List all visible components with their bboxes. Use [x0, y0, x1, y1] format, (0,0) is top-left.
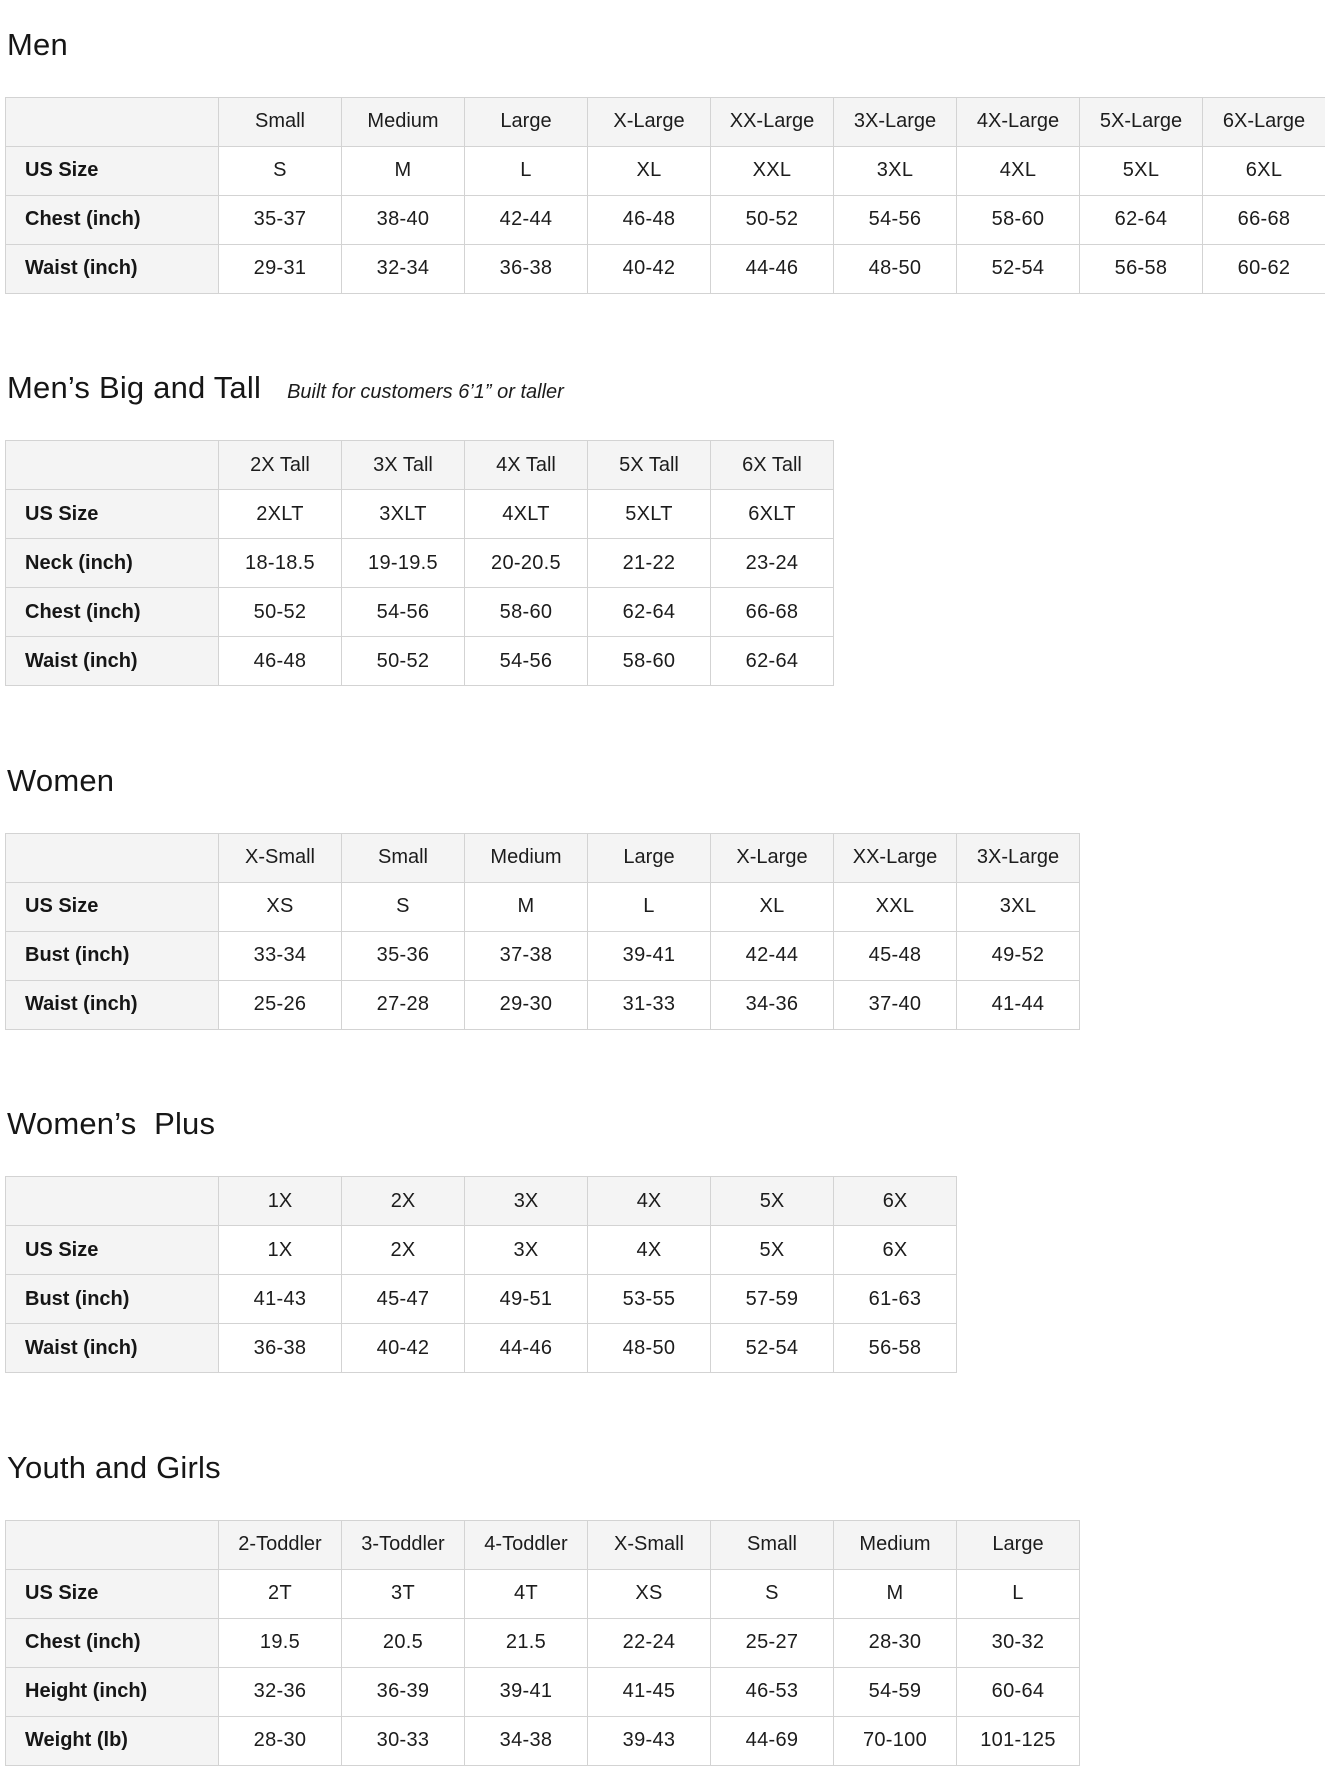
column-header: 3X-Large — [834, 97, 957, 146]
size-value-cell: 56-58 — [1080, 244, 1203, 293]
table-header — [6, 1520, 1080, 1569]
table-row — [6, 539, 834, 588]
size-value-cell: 32-36 — [219, 1667, 342, 1716]
size-table-youth-and-girls — [5, 1520, 1080, 1766]
column-header: 3-Toddler — [342, 1520, 465, 1569]
size-value-cell: 21-22 — [588, 539, 711, 588]
size-value-cell: 3XL — [834, 146, 957, 195]
column-header: 2X Tall — [219, 441, 342, 490]
size-value-cell: 50-52 — [342, 637, 465, 686]
size-value-cell: 21.5 — [465, 1618, 588, 1667]
column-header: XX-Large — [834, 833, 957, 882]
section-title: Men — [7, 28, 68, 62]
size-value-cell: 34-36 — [711, 980, 834, 1029]
column-header: X-Small — [219, 833, 342, 882]
table-row — [6, 195, 1325, 244]
size-value-cell: 46-48 — [588, 195, 711, 244]
section-subtitle: Built for customers 6’1” or taller — [287, 381, 564, 404]
row-label: Waist (inch) — [6, 244, 219, 293]
size-value-cell: 31-33 — [588, 980, 711, 1029]
size-value-cell: 46-48 — [219, 637, 342, 686]
size-value-cell: 49-51 — [465, 1275, 588, 1324]
row-label: Chest (inch) — [6, 588, 219, 637]
column-header: 4X Tall — [465, 441, 588, 490]
table-row — [6, 146, 1325, 195]
column-header: X-Large — [588, 97, 711, 146]
size-value-cell: 57-59 — [711, 1275, 834, 1324]
column-header: 5X — [711, 1177, 834, 1226]
size-value-cell: 35-36 — [342, 931, 465, 980]
table-body — [6, 1226, 957, 1373]
header-row — [6, 441, 834, 490]
row-label: Waist (inch) — [6, 1324, 219, 1373]
column-header: 3X — [465, 1177, 588, 1226]
size-value-cell: 52-54 — [711, 1324, 834, 1373]
size-value-cell: 44-46 — [465, 1324, 588, 1373]
corner-cell — [6, 441, 219, 490]
size-table-men-s-big-and-tall — [5, 440, 834, 686]
row-label: US Size — [6, 882, 219, 931]
column-header: 1X — [219, 1177, 342, 1226]
table-body — [6, 1569, 1080, 1765]
size-value-cell: 66-68 — [1203, 195, 1325, 244]
size-value-cell: 34-38 — [465, 1716, 588, 1765]
row-label: Height (inch) — [6, 1667, 219, 1716]
size-value-cell: 6X — [834, 1226, 957, 1275]
size-value-cell: 39-41 — [588, 931, 711, 980]
table-row — [6, 490, 834, 539]
table-header — [6, 441, 834, 490]
column-header: XX-Large — [711, 97, 834, 146]
size-section-women — [5, 738, 1324, 1030]
column-header: Large — [588, 833, 711, 882]
column-header: 2X — [342, 1177, 465, 1226]
row-label: US Size — [6, 490, 219, 539]
size-value-cell: 25-27 — [711, 1618, 834, 1667]
table-header — [6, 833, 1080, 882]
size-value-cell: M — [342, 146, 465, 195]
column-header: 4X — [588, 1177, 711, 1226]
size-value-cell: 54-56 — [342, 588, 465, 637]
size-value-cell: 3T — [342, 1569, 465, 1618]
size-value-cell: 56-58 — [834, 1324, 957, 1373]
size-value-cell: 33-34 — [219, 931, 342, 980]
size-value-cell: 38-40 — [342, 195, 465, 244]
size-value-cell: 45-48 — [834, 931, 957, 980]
size-value-cell: 6XLT — [711, 490, 834, 539]
size-value-cell: 58-60 — [957, 195, 1080, 244]
size-value-cell: S — [711, 1569, 834, 1618]
table-body — [6, 882, 1080, 1029]
table-body — [6, 490, 834, 686]
size-value-cell: 28-30 — [219, 1716, 342, 1765]
size-value-cell: 46-53 — [711, 1667, 834, 1716]
section-title: Women’s Plus — [7, 1107, 215, 1141]
section-header — [7, 738, 1324, 824]
size-value-cell: L — [957, 1569, 1080, 1618]
size-value-cell: 41-45 — [588, 1667, 711, 1716]
size-value-cell: M — [834, 1569, 957, 1618]
row-label: US Size — [6, 1226, 219, 1275]
table-row — [6, 1569, 1080, 1618]
size-value-cell: 39-41 — [465, 1667, 588, 1716]
column-header: Medium — [465, 833, 588, 882]
row-label: Weight (lb) — [6, 1716, 219, 1765]
size-value-cell: 36-38 — [219, 1324, 342, 1373]
table-row — [6, 980, 1080, 1029]
header-row — [6, 1177, 957, 1226]
size-value-cell: 41-44 — [957, 980, 1080, 1029]
header-row — [6, 1520, 1080, 1569]
size-value-cell: 49-52 — [957, 931, 1080, 980]
section-title: Women — [7, 764, 114, 798]
size-value-cell: 41-43 — [219, 1275, 342, 1324]
size-value-cell: 70-100 — [834, 1716, 957, 1765]
table-row — [6, 882, 1080, 931]
column-header: 5X-Large — [1080, 97, 1203, 146]
size-value-cell: 62-64 — [711, 637, 834, 686]
corner-cell — [6, 833, 219, 882]
size-value-cell: 36-38 — [465, 244, 588, 293]
size-value-cell: 5X — [711, 1226, 834, 1275]
size-table-men — [5, 97, 1325, 294]
table-row — [6, 1324, 957, 1373]
size-value-cell: 4X — [588, 1226, 711, 1275]
row-label: US Size — [6, 146, 219, 195]
column-header: Large — [465, 97, 588, 146]
table-row — [6, 1226, 957, 1275]
size-value-cell: 2X — [342, 1226, 465, 1275]
column-header: 6X — [834, 1177, 957, 1226]
size-section-men-s-big-and-tall — [5, 346, 1324, 687]
header-row — [6, 833, 1080, 882]
size-value-cell: XXL — [834, 882, 957, 931]
size-value-cell: 44-46 — [711, 244, 834, 293]
size-value-cell: S — [219, 146, 342, 195]
size-value-cell: 1X — [219, 1226, 342, 1275]
size-value-cell: XL — [588, 146, 711, 195]
size-value-cell: 40-42 — [588, 244, 711, 293]
size-value-cell: 50-52 — [711, 195, 834, 244]
size-value-cell: XS — [219, 882, 342, 931]
table-row — [6, 931, 1080, 980]
size-value-cell: 28-30 — [834, 1618, 957, 1667]
row-label: Chest (inch) — [6, 195, 219, 244]
header-row — [6, 97, 1325, 146]
size-value-cell: 44-69 — [711, 1716, 834, 1765]
column-header: Small — [219, 97, 342, 146]
table-header — [6, 1177, 957, 1226]
size-value-cell: 54-56 — [465, 637, 588, 686]
size-value-cell: 52-54 — [957, 244, 1080, 293]
size-value-cell: 4T — [465, 1569, 588, 1618]
size-value-cell: 48-50 — [834, 244, 957, 293]
size-value-cell: S — [342, 882, 465, 931]
size-value-cell: 5XLT — [588, 490, 711, 539]
column-header: 5X Tall — [588, 441, 711, 490]
section-header — [7, 1425, 1324, 1511]
size-value-cell: 5XL — [1080, 146, 1203, 195]
size-value-cell: 3XLT — [342, 490, 465, 539]
size-value-cell: 62-64 — [588, 588, 711, 637]
size-value-cell: 20.5 — [342, 1618, 465, 1667]
size-value-cell: 42-44 — [465, 195, 588, 244]
table-row — [6, 588, 834, 637]
size-value-cell: XS — [588, 1569, 711, 1618]
size-value-cell: 27-28 — [342, 980, 465, 1029]
corner-cell — [6, 97, 219, 146]
column-header: Large — [957, 1520, 1080, 1569]
size-value-cell: 48-50 — [588, 1324, 711, 1373]
size-value-cell: 4XL — [957, 146, 1080, 195]
size-value-cell: 3XL — [957, 882, 1080, 931]
size-value-cell: 35-37 — [219, 195, 342, 244]
size-value-cell: 3X — [465, 1226, 588, 1275]
section-header — [7, 346, 1324, 432]
size-value-cell: 45-47 — [342, 1275, 465, 1324]
column-header: 3X Tall — [342, 441, 465, 490]
row-label: Waist (inch) — [6, 980, 219, 1029]
row-label: Chest (inch) — [6, 1618, 219, 1667]
section-title: Youth and Girls — [7, 1451, 221, 1485]
size-value-cell: 36-39 — [342, 1667, 465, 1716]
size-value-cell: 39-43 — [588, 1716, 711, 1765]
size-value-cell: XL — [711, 882, 834, 931]
section-header — [7, 2, 1324, 88]
size-value-cell: 30-33 — [342, 1716, 465, 1765]
size-value-cell: 32-34 — [342, 244, 465, 293]
size-value-cell: 62-64 — [1080, 195, 1203, 244]
size-section-women-s-plus — [5, 1082, 1324, 1374]
size-value-cell: L — [465, 146, 588, 195]
section-header — [7, 1082, 1324, 1168]
column-header: 4X-Large — [957, 97, 1080, 146]
size-value-cell: 29-31 — [219, 244, 342, 293]
size-value-cell: 61-63 — [834, 1275, 957, 1324]
corner-cell — [6, 1520, 219, 1569]
column-header: Medium — [342, 97, 465, 146]
size-value-cell: 19.5 — [219, 1618, 342, 1667]
row-label: US Size — [6, 1569, 219, 1618]
size-value-cell: 50-52 — [219, 588, 342, 637]
row-label: Bust (inch) — [6, 1275, 219, 1324]
table-row — [6, 1716, 1080, 1765]
size-value-cell: 2XLT — [219, 490, 342, 539]
column-header: 6X-Large — [1203, 97, 1325, 146]
table-row — [6, 1618, 1080, 1667]
size-section-men — [5, 2, 1324, 294]
row-label: Bust (inch) — [6, 931, 219, 980]
size-section-youth-and-girls — [5, 1425, 1324, 1766]
size-value-cell: 30-32 — [957, 1618, 1080, 1667]
row-label: Neck (inch) — [6, 539, 219, 588]
size-value-cell: 42-44 — [711, 931, 834, 980]
column-header: X-Small — [588, 1520, 711, 1569]
size-value-cell: 101-125 — [957, 1716, 1080, 1765]
size-value-cell: 60-64 — [957, 1667, 1080, 1716]
size-value-cell: 58-60 — [465, 588, 588, 637]
size-value-cell: M — [465, 882, 588, 931]
size-value-cell: 53-55 — [588, 1275, 711, 1324]
size-value-cell: 19-19.5 — [342, 539, 465, 588]
size-value-cell: 20-20.5 — [465, 539, 588, 588]
section-title: Men’s Big and Tall — [7, 371, 261, 405]
table-header — [6, 97, 1325, 146]
table-row — [6, 637, 834, 686]
table-row — [6, 1667, 1080, 1716]
column-header: Small — [342, 833, 465, 882]
column-header: 3X-Large — [957, 833, 1080, 882]
column-header: X-Large — [711, 833, 834, 882]
column-header: Medium — [834, 1520, 957, 1569]
size-value-cell: 66-68 — [711, 588, 834, 637]
size-value-cell: 22-24 — [588, 1618, 711, 1667]
table-row — [6, 244, 1325, 293]
size-value-cell: 54-56 — [834, 195, 957, 244]
size-value-cell: 6XL — [1203, 146, 1325, 195]
column-header: 2-Toddler — [219, 1520, 342, 1569]
column-header: Small — [711, 1520, 834, 1569]
table-row — [6, 1275, 957, 1324]
size-value-cell: 23-24 — [711, 539, 834, 588]
size-value-cell: 60-62 — [1203, 244, 1325, 293]
column-header: 6X Tall — [711, 441, 834, 490]
size-value-cell: XXL — [711, 146, 834, 195]
size-value-cell: 4XLT — [465, 490, 588, 539]
size-value-cell: 2T — [219, 1569, 342, 1618]
size-value-cell: L — [588, 882, 711, 931]
size-value-cell: 40-42 — [342, 1324, 465, 1373]
size-table-women — [5, 833, 1080, 1030]
size-value-cell: 37-40 — [834, 980, 957, 1029]
table-body — [6, 146, 1325, 293]
size-value-cell: 37-38 — [465, 931, 588, 980]
size-table-women-s-plus — [5, 1176, 957, 1373]
size-value-cell: 18-18.5 — [219, 539, 342, 588]
column-header: 4-Toddler — [465, 1520, 588, 1569]
size-value-cell: 29-30 — [465, 980, 588, 1029]
size-value-cell: 58-60 — [588, 637, 711, 686]
row-label: Waist (inch) — [6, 637, 219, 686]
size-value-cell: 25-26 — [219, 980, 342, 1029]
corner-cell — [6, 1177, 219, 1226]
size-value-cell: 54-59 — [834, 1667, 957, 1716]
